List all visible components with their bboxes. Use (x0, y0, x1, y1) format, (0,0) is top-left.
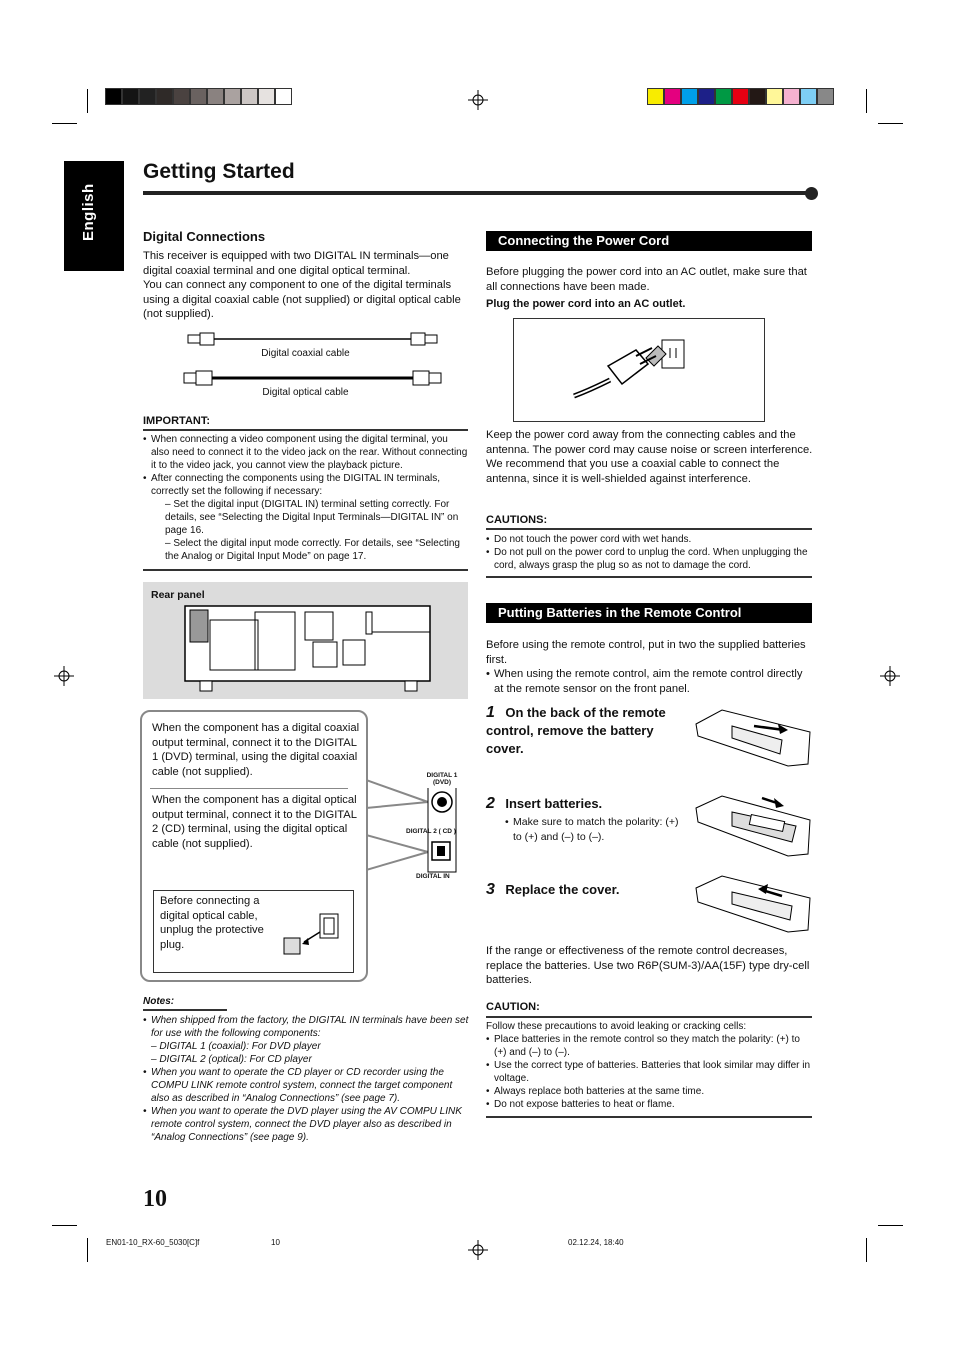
gray-color-bar (105, 88, 292, 105)
batteries-intro (486, 638, 812, 696)
color-swatch (698, 88, 715, 105)
optical-plug-icon (278, 910, 344, 962)
step-3 (486, 881, 686, 899)
callout-plug: Before connecting a digital optical cable, unplug the protective plug. (160, 895, 264, 951)
important-item-2a: – Set the digital input (DIGITAL IN) terminal setting correctly. For details, see “Selecting the Digital Input Terminals—DIGITAL IN” on page 16. (165, 499, 459, 536)
digital1-sublabel: (DVD) (432, 779, 452, 786)
digital1-label-text: DIGITAL 1 (426, 772, 458, 779)
cable-illustration (180, 330, 445, 390)
caution-bullet-2: • Use the correct type of batteries. Batteries that look similar may differ in voltage. (486, 1059, 812, 1085)
color-swatch (105, 88, 122, 105)
important-item-2-text: After connecting the components using the DIGITAL IN terminals, correctly set the following if necessary: (151, 473, 441, 497)
page-title: Getting Started (143, 160, 295, 183)
power-intro: Before plugging the power cord into an AC outlet, make sure that all connections have been made. (486, 266, 807, 293)
registration-target-icon (468, 90, 488, 110)
optical-cable-caption: Digital optical cable (262, 387, 349, 398)
step-2-sub-item: • Make sure to match the polarity: (+) to (+) and (–) to (–). (505, 815, 685, 845)
color-swatch (647, 88, 664, 105)
step-1-text: On the back of the remote control, remove the battery cover. (486, 705, 666, 756)
batteries-bullet: • When using the remote control, aim the remote control directly at the remote sensor on the front panel. (486, 667, 812, 696)
power-plug-icon (560, 330, 700, 410)
step-1 (486, 704, 686, 758)
step-2-sub (505, 815, 685, 845)
important-item-2b-text: Select the digital input mode correctly. For details, see “Selecting the Analog or Digital Input Mode” on page 17. (165, 538, 460, 562)
important-heading: IMPORTANT: (143, 415, 211, 427)
note-item-2: • When you want to operate the CD player or CD recorder using the COMPU LINK remote control system, connect the target component also as described in “Analog Connections” (see page 7). (143, 1066, 469, 1105)
page-number: 10 (143, 1186, 167, 1212)
note-item-1 (143, 1014, 469, 1066)
color-swatch (224, 88, 241, 105)
color-swatch (783, 88, 800, 105)
important-list (143, 433, 468, 563)
color-swatch (241, 88, 258, 105)
color-swatch (173, 88, 190, 105)
language-tab-label: English (80, 183, 97, 241)
step-3-text: Replace the cover. (505, 882, 620, 897)
color-swatch (800, 88, 817, 105)
digital-connections-heading: Digital Connections (143, 229, 266, 244)
digital-in-label: DIGITAL IN (416, 873, 450, 880)
color-swatch (664, 88, 681, 105)
color-swatch (258, 88, 275, 105)
color-swatch (715, 88, 732, 105)
caution-bullet-1: • Place batteries in the remote control so they match the polarity: (+) to (+) and (–) to (–). (486, 1033, 812, 1059)
digital1-label (426, 772, 458, 786)
remote-cover-replace-illustration (692, 872, 814, 934)
color-swatch (732, 88, 749, 105)
batteries-intro-text: Before using the remote control, put in two the supplied batteries first. (486, 639, 806, 666)
process-color-bar (647, 88, 834, 105)
step-2 (486, 795, 686, 813)
color-swatch (190, 88, 207, 105)
step-2-number: 2 (486, 795, 495, 812)
remote-battery-insert-illustration (692, 790, 814, 858)
coaxial-cable-caption: Digital coaxial cable (261, 348, 350, 359)
important-item-2 (143, 472, 468, 563)
step-1-number: 1 (486, 704, 495, 721)
color-swatch (122, 88, 139, 105)
rear-panel-drawing (180, 602, 435, 697)
range-text: If the range or effectiveness of the remote control decreases, replace the batteries. Use two R6P(SUM-3)/AA(15F) type dry-cell batteries. (486, 945, 810, 986)
caution-bullet-4: • Do not expose batteries to heat or flame. (486, 1098, 812, 1111)
callout-coaxial: When the component has a digital coaxial output terminal, connect it to the DIGITAL 1 (DVD) terminal, using the digital coaxial cable (not supplied). (152, 722, 360, 778)
digital2-label: DIGITAL 2 ( CD ) (406, 828, 456, 835)
power-cord-heading: Connecting the Power Cord (486, 231, 812, 251)
remote-cover-remove-illustration (692, 706, 814, 768)
cautions-list (486, 533, 812, 572)
digital-intro (143, 249, 471, 322)
power-instruction: Plug the power cord into an AC outlet. (486, 298, 686, 310)
color-swatch (275, 88, 292, 105)
footer-file-name: EN01-10_RX-60_5030[C]f (106, 1238, 200, 1247)
note-item-1a: – DIGITAL 1 (coaxial): For DVD player (151, 1041, 321, 1052)
digital-intro-1: This receiver is equipped with two DIGITAL IN terminals—one digital coaxial terminal and one digital optical terminal. (143, 250, 449, 277)
footer-timestamp: 02.12.24, 18:40 (568, 1238, 624, 1247)
batteries-heading: Putting Batteries in the Remote Control (486, 603, 812, 623)
registration-target-icon (468, 1240, 488, 1260)
registration-target-icon (880, 666, 900, 686)
digital-intro-2: You can connect any component to one of the digital terminals using a digital coaxial cable (not supplied) or digital optical cable (not supplied). (143, 279, 461, 320)
important-item-1: • When connecting a video component using the digital terminal, you also need to connect it to the video jack on the rear. Without connecting it to the video jack, you cannot view the playback picture. (143, 433, 468, 472)
footer-file-page: 10 (271, 1238, 280, 1247)
color-swatch (207, 88, 224, 105)
step-2-text: Insert batteries. (505, 796, 603, 811)
caution-bullet-3: • Always replace both batteries at the same time. (486, 1085, 812, 1098)
color-swatch (749, 88, 766, 105)
note-item-1b: – DIGITAL 2 (optical): For CD player (151, 1054, 312, 1065)
registration-target-icon (54, 666, 74, 686)
caution-item-1: • Do not touch the power cord with wet hands. (486, 533, 812, 546)
important-item-2b: – Select the digital input mode correctly. For details, see “Selecting the Analog or Digital Input Mode” on page 17. (165, 538, 460, 562)
color-swatch (817, 88, 834, 105)
callout-optical: When the component has a digital optical output terminal, connect it to the DIGITAL 2 (CD) terminal, using the digital optical cable (not supplied). (152, 794, 357, 850)
color-swatch (766, 88, 783, 105)
note-item-3: • When you want to operate the DVD player using the AV COMPU LINK remote control system, connect the DVD player also as described in “Analog Connections” (see page 9). (143, 1105, 469, 1144)
step-3-number: 3 (486, 881, 495, 898)
caution-heading: CAUTION: (486, 1001, 540, 1013)
caution-item-2: • Do not pull on the power cord to unplug the cord. When unplugging the cord, always grasp the plug so as not to damage the cord. (486, 546, 812, 572)
note-item-1-text: When shipped from the factory, the DIGITAL IN terminals have been set for use with the following components: (151, 1015, 469, 1039)
notes-list (143, 1014, 469, 1144)
notes-heading: Notes: (143, 996, 175, 1007)
language-tab (64, 161, 124, 271)
important-item-2a-text: Set the digital input (DIGITAL IN) terminal setting correctly. For details, see “Selecting the Digital Input Terminals—DIGITAL IN” on page 16. (165, 499, 459, 536)
color-swatch (139, 88, 156, 105)
power-warning: Keep the power cord away from the connecting cables and the antenna. The power cord may cause noise or screen interference. We recommend that you use a coaxial cable to connect the antenna, since it is well-shielded against interference. (486, 429, 813, 485)
color-swatch (681, 88, 698, 105)
color-swatch (156, 88, 173, 105)
caution-intro: Follow these precautions to avoid leaking or cracking cells: (486, 1021, 747, 1032)
caution-list (486, 1020, 812, 1111)
title-rule (143, 191, 811, 195)
title-dot (805, 187, 818, 200)
cautions-heading: CAUTIONS: (486, 514, 548, 526)
rear-panel-label: Rear panel (151, 589, 205, 601)
